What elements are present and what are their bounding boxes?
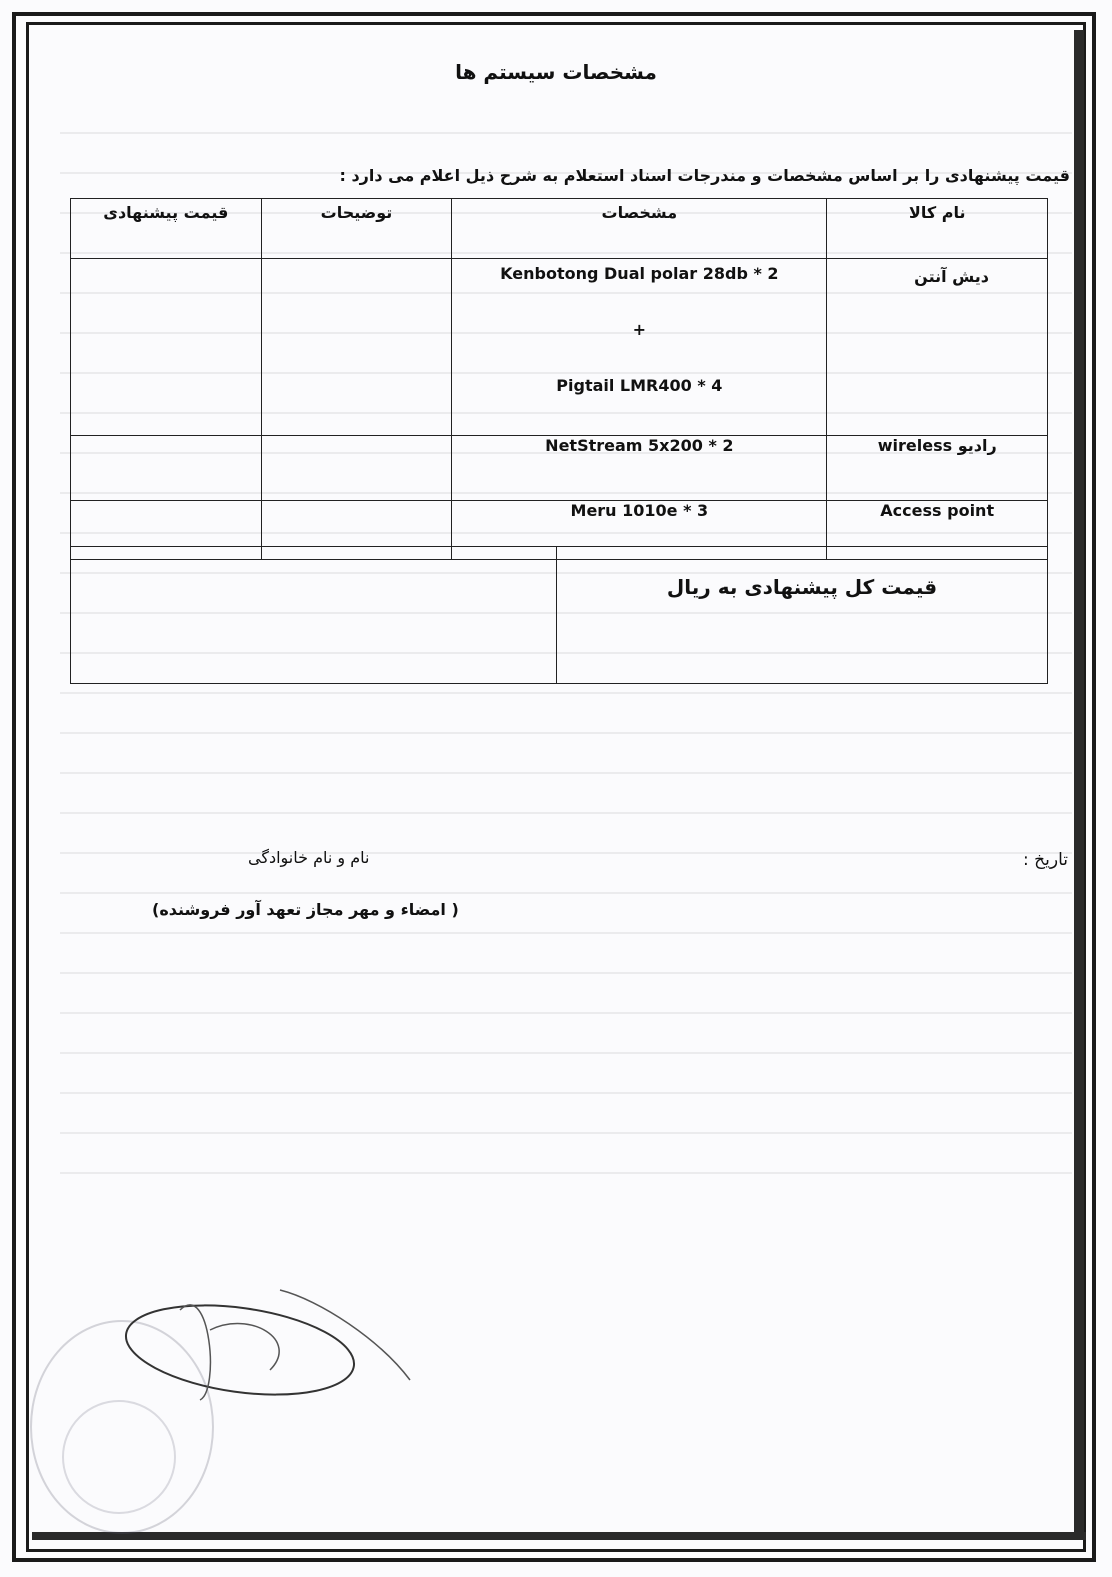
page-border-shadow-bottom (32, 1532, 1086, 1540)
faded-seal-emblem (62, 1400, 176, 1514)
cell-description (261, 436, 452, 501)
total-price-label: قیمت کل پیشنهادی به ریال (557, 547, 1048, 684)
page-border-shadow-right (1074, 30, 1084, 1540)
date-label: تاریخ : (1023, 850, 1068, 870)
header-specs: مشخصات (452, 199, 827, 259)
cell-proposed-price (71, 259, 262, 436)
table-row (71, 436, 1048, 501)
cell-description (261, 259, 452, 436)
cell-item-name: دیش آنتن (827, 259, 1048, 436)
header-proposed-price: قیمت پیشنهادی (71, 199, 262, 259)
table-header-row (71, 199, 1048, 259)
spec-line: Pigtail LMR400 * 4 (556, 376, 723, 395)
document-title: مشخصات سیستم ها (455, 60, 657, 84)
cell-item-name: رادیو wireless (827, 436, 1048, 501)
total-price-table (70, 546, 1048, 684)
cell-specs (452, 259, 827, 436)
cell-proposed-price (71, 436, 262, 501)
signature-scribble (120, 1270, 420, 1410)
header-description: توضیحات (261, 199, 452, 259)
table-row (71, 259, 1048, 436)
cell-specs: Meru 1010e * 3 (452, 501, 827, 560)
header-item-name: نام کالا (827, 199, 1048, 259)
total-price-value (71, 547, 557, 684)
signature-note: ( امضاء و مهر مجاز تعهد آور فروشنده) (152, 900, 459, 919)
signer-name-label: نام و نام خانوادگی (248, 848, 370, 867)
spec-line: Kenbotong Dual polar 28db * 2 (500, 264, 779, 283)
spec-line-plus: + (632, 320, 647, 339)
spec-table (70, 198, 1048, 560)
cell-specs: NetStream 5x200 * 2 (452, 436, 827, 501)
cell-item-name: Access point (827, 501, 1048, 560)
intro-text: قیمت پیشنهادی را بر اساس مشخصات و مندرجات اسناد استعلام به شرح ذیل اعلام می دارد : (339, 166, 1070, 185)
